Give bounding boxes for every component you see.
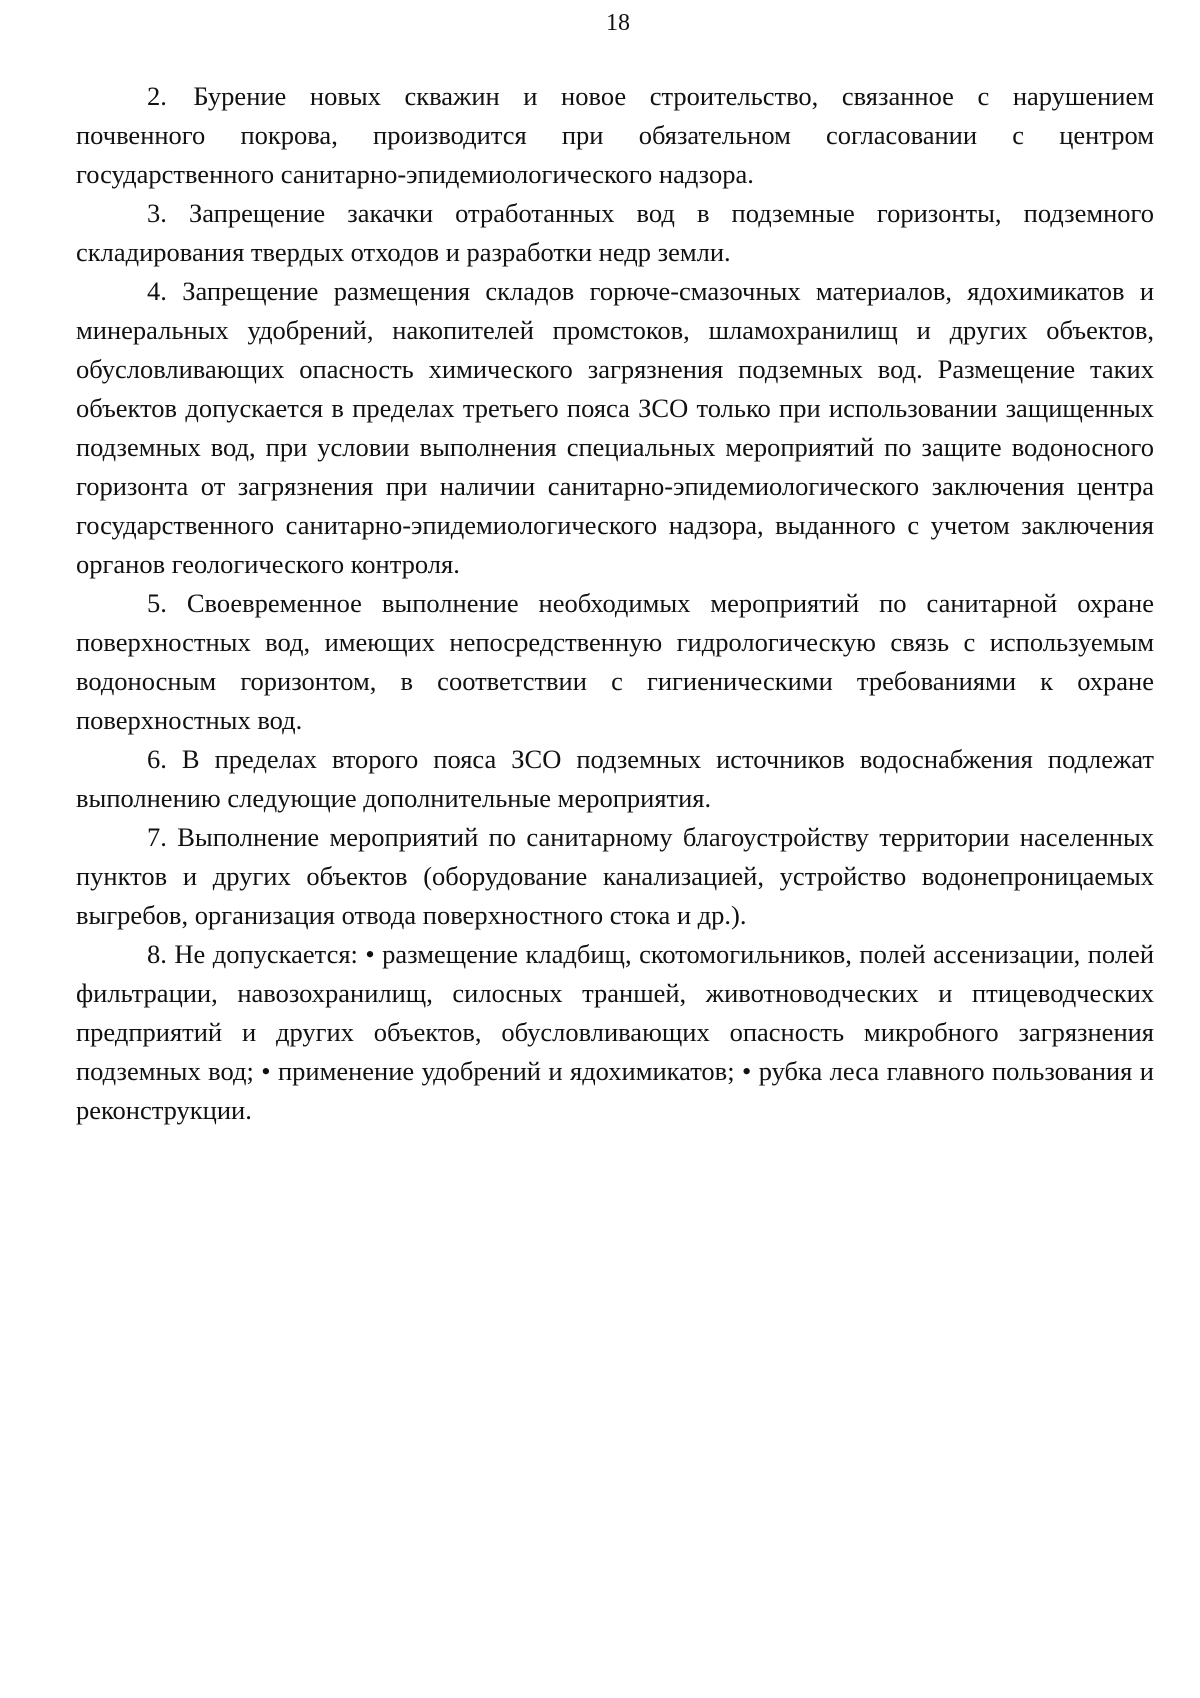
document-body bbox=[76, 77, 1154, 1130]
paragraph-item-4: 4. Запрещение размещения складов горюче-смазочных материалов, ядохимикатов и минеральных удобрений, накопителей промстоков, шламохранилищ и других объектов, обусловливающих опасность химического загрязнения подземных вод. Размещение таких объектов допускается в пределах третьего пояса ЗСО только при использовании защищенных подземных вод, при условии выполнения специальных мероприятий по защите водоносного горизонта от загрязнения при наличии санитарно-эпидемиологического заключения центра государственного санитарно-эпидемиологического надзора, выданного с учетом заключения органов геологического контроля. bbox=[76, 276, 1154, 579]
paragraph-item-6: 6. В пределах второго пояса ЗСО подземных источников водоснабжения подлежат выполнению следующие дополнительные мероприятия. bbox=[76, 744, 1154, 813]
paragraph-item-5: 5. Своевременное выполнение необходимых мероприятий по санитарной охране поверхностных вод, имеющих непосредственную гидрологическую связь с используемым водоносным горизонтом, в соответствии с гигиеническими требованиями к охране поверхностных вод. bbox=[76, 588, 1154, 735]
paragraph-item-7: 7. Выполнение мероприятий по санитарному благоустройству территории населенных пунктов и других объектов (оборудование канализацией, устройство водонепроницаемых выгребов, организация отвода поверхностного стока и др.). bbox=[76, 822, 1154, 930]
paragraph-item-8: 8. Не допускается: • размещение кладбищ, скотомогильников, полей ассенизации, полей фильтрации, навозохранилищ, силосных траншей, животноводческих и птицеводческих предприятий и других объектов, обусловливающих опасность микробного загрязнения подземных вод; • применение удобрений и ядохимикатов; • рубка леса главного пользования и реконструкции. bbox=[76, 939, 1154, 1125]
paragraph-item-2: 2. Бурение новых скважин и новое строительство, связанное с нарушением почвенного покрова, производится при обязательном согласовании с центром государственного санитарно-эпидемиологического надзора. bbox=[76, 81, 1154, 189]
page-number: 18 bbox=[606, 10, 630, 36]
paragraph-item-3: 3. Запрещение закачки отработанных вод в подземные горизонты, подземного складирования твердых отходов и разработки недр земли. bbox=[76, 198, 1154, 267]
